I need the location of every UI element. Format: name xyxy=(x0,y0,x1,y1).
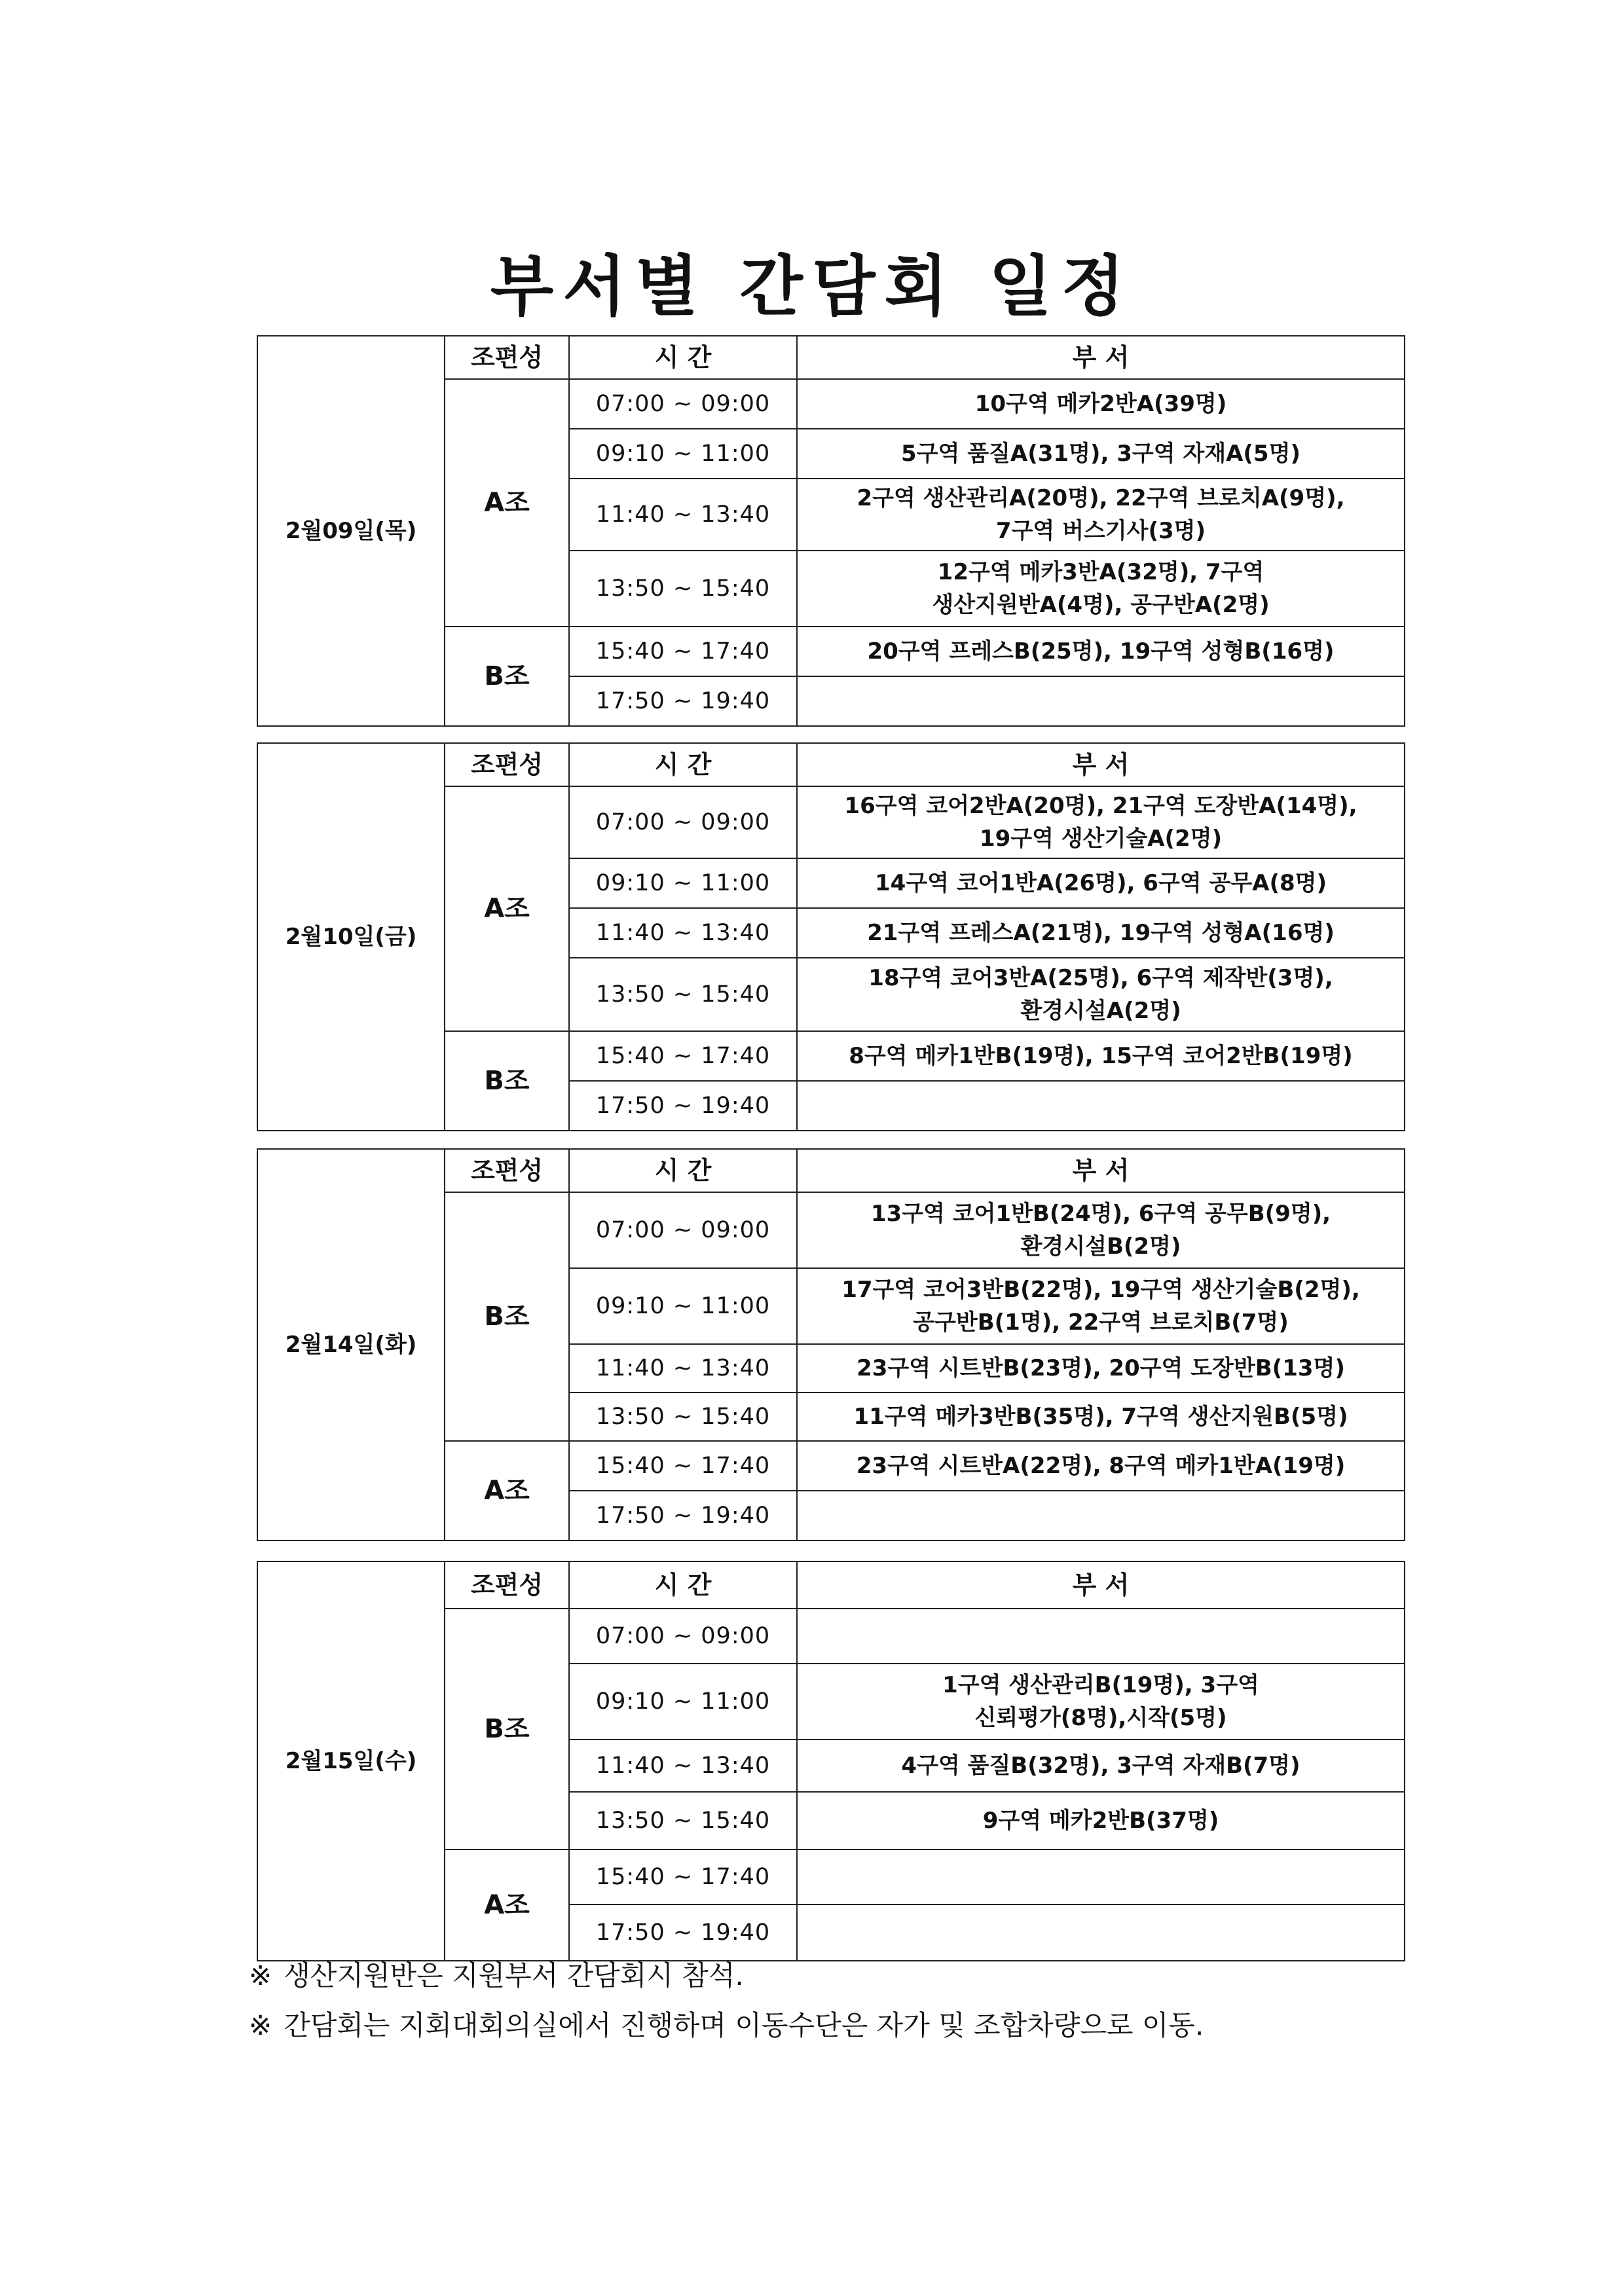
dept-cell: 1구역 생산관리B(19명), 3구역 신뢰평가(8명),시작(5명) xyxy=(797,1664,1405,1740)
dept-cell: 2구역 생산관리A(20명), 22구역 브로치A(9명), 7구역 버스기사(3명) xyxy=(797,479,1405,551)
time-cell: 11:40 ~ 13:40 xyxy=(569,1740,797,1792)
time-cell: 17:50 ~ 19:40 xyxy=(569,676,797,726)
time-cell: 07:00 ~ 09:00 xyxy=(569,1609,797,1664)
note-line xyxy=(249,1951,1428,2001)
time-cell: 13:50 ~ 15:40 xyxy=(569,1393,797,1441)
time-cell: 07:00 ~ 09:00 xyxy=(569,379,797,429)
date-cell: 2월14일(화) xyxy=(257,1149,445,1540)
note-line xyxy=(249,2001,1428,2050)
header-dept: 부 서 xyxy=(797,1149,1405,1192)
dept-cell: 8구역 메카1반B(19명), 15구역 코어2반B(19명) xyxy=(797,1031,1405,1081)
time-cell: 07:00 ~ 09:00 xyxy=(569,1192,797,1268)
time-cell: 09:10 ~ 11:00 xyxy=(569,1664,797,1740)
dept-cell: 4구역 품질B(32명), 3구역 자재B(7명) xyxy=(797,1740,1405,1792)
header-dept: 부 서 xyxy=(797,1561,1405,1609)
schedule-table-day-2 xyxy=(257,742,1405,1131)
note-mark: ※ xyxy=(249,1959,272,1992)
time-cell: 11:40 ~ 13:40 xyxy=(569,479,797,551)
dept-cell xyxy=(797,1491,1405,1540)
dept-cell xyxy=(797,1850,1405,1904)
header-group: 조편성 xyxy=(445,743,569,786)
dept-cell: 17구역 코어3반B(22명), 19구역 생산기술B(2명), 공구반B(1명), 22구역 브로치B(7명) xyxy=(797,1268,1405,1344)
dept-cell: 13구역 코어1반B(24명), 6구역 공무B(9명), 환경시설B(2명) xyxy=(797,1192,1405,1268)
dept-cell: 16구역 코어2반A(20명), 21구역 도장반A(14명), 19구역 생산기술A(2명) xyxy=(797,786,1405,858)
header-time: 시 간 xyxy=(569,1561,797,1609)
schedule-table-day-1 xyxy=(257,335,1405,727)
time-cell: 09:10 ~ 11:00 xyxy=(569,1268,797,1344)
time-cell: 17:50 ~ 19:40 xyxy=(569,1904,797,1961)
time-cell: 17:50 ~ 19:40 xyxy=(569,1491,797,1540)
schedule-table-day-3 xyxy=(257,1148,1405,1541)
time-cell: 09:10 ~ 11:00 xyxy=(569,429,797,479)
dept-cell: 11구역 메카3반B(35명), 7구역 생산지원B(5명) xyxy=(797,1393,1405,1441)
time-cell: 17:50 ~ 19:40 xyxy=(569,1081,797,1131)
header-time: 시 간 xyxy=(569,336,797,379)
group-cell: A조 xyxy=(445,1850,569,1961)
header-time: 시 간 xyxy=(569,743,797,786)
time-cell: 15:40 ~ 17:40 xyxy=(569,1850,797,1904)
dept-cell: 14구역 코어1반A(26명), 6구역 공무A(8명) xyxy=(797,858,1405,908)
dept-cell: 20구역 프레스B(25명), 19구역 성형B(16명) xyxy=(797,627,1405,676)
dept-cell: 23구역 시트반A(22명), 8구역 메카1반A(19명) xyxy=(797,1441,1405,1491)
group-cell: B조 xyxy=(445,1192,569,1441)
group-cell: A조 xyxy=(445,379,569,627)
time-cell: 15:40 ~ 17:40 xyxy=(569,627,797,676)
dept-cell: 10구역 메카2반A(39명) xyxy=(797,379,1405,429)
dept-cell: 21구역 프레스A(21명), 19구역 성형A(16명) xyxy=(797,908,1405,958)
group-cell: B조 xyxy=(445,1031,569,1131)
group-cell: B조 xyxy=(445,1609,569,1850)
dept-cell: 5구역 품질A(31명), 3구역 자재A(5명) xyxy=(797,429,1405,479)
date-cell: 2월10일(금) xyxy=(257,743,445,1131)
time-cell: 07:00 ~ 09:00 xyxy=(569,786,797,858)
group-cell: B조 xyxy=(445,627,569,726)
time-cell: 09:10 ~ 11:00 xyxy=(569,858,797,908)
date-cell: 2월09일(목) xyxy=(257,336,445,726)
time-cell: 15:40 ~ 17:40 xyxy=(569,1441,797,1491)
date-cell: 2월15일(수) xyxy=(257,1561,445,1961)
page-title: 부서별 간담회 일정 xyxy=(490,248,1134,325)
note-mark: ※ xyxy=(249,2009,272,2041)
group-cell: A조 xyxy=(445,786,569,1031)
dept-cell xyxy=(797,1081,1405,1131)
header-dept: 부 서 xyxy=(797,336,1405,379)
dept-cell: 18구역 코어3반A(25명), 6구역 제작반(3명), 환경시설A(2명) xyxy=(797,958,1405,1031)
time-cell: 13:50 ~ 15:40 xyxy=(569,1792,797,1850)
dept-cell: 9구역 메카2반B(37명) xyxy=(797,1792,1405,1850)
time-cell: 11:40 ~ 13:40 xyxy=(569,1344,797,1393)
time-cell: 13:50 ~ 15:40 xyxy=(569,958,797,1031)
time-cell: 11:40 ~ 13:40 xyxy=(569,908,797,958)
dept-cell xyxy=(797,676,1405,726)
schedule-table-day-4 xyxy=(257,1561,1405,1961)
header-dept: 부 서 xyxy=(797,743,1405,786)
header-group: 조편성 xyxy=(445,1561,569,1609)
notes xyxy=(249,1951,1428,2050)
note-text: 생산지원반은 지원부서 간담회시 참석. xyxy=(284,1959,744,1992)
note-text: 간담회는 지회대회의실에서 진행하며 이동수단은 자가 및 조합차량으로 이동. xyxy=(284,2009,1204,2041)
dept-cell: 12구역 메카3반A(32명), 7구역 생산지원반A(4명), 공구반A(2명) xyxy=(797,551,1405,627)
time-cell: 15:40 ~ 17:40 xyxy=(569,1031,797,1081)
header-group: 조편성 xyxy=(445,1149,569,1192)
header-time: 시 간 xyxy=(569,1149,797,1192)
header-group: 조편성 xyxy=(445,336,569,379)
group-cell: A조 xyxy=(445,1441,569,1540)
time-cell: 13:50 ~ 15:40 xyxy=(569,551,797,627)
dept-cell: 23구역 시트반B(23명), 20구역 도장반B(13명) xyxy=(797,1344,1405,1393)
dept-cell xyxy=(797,1609,1405,1664)
